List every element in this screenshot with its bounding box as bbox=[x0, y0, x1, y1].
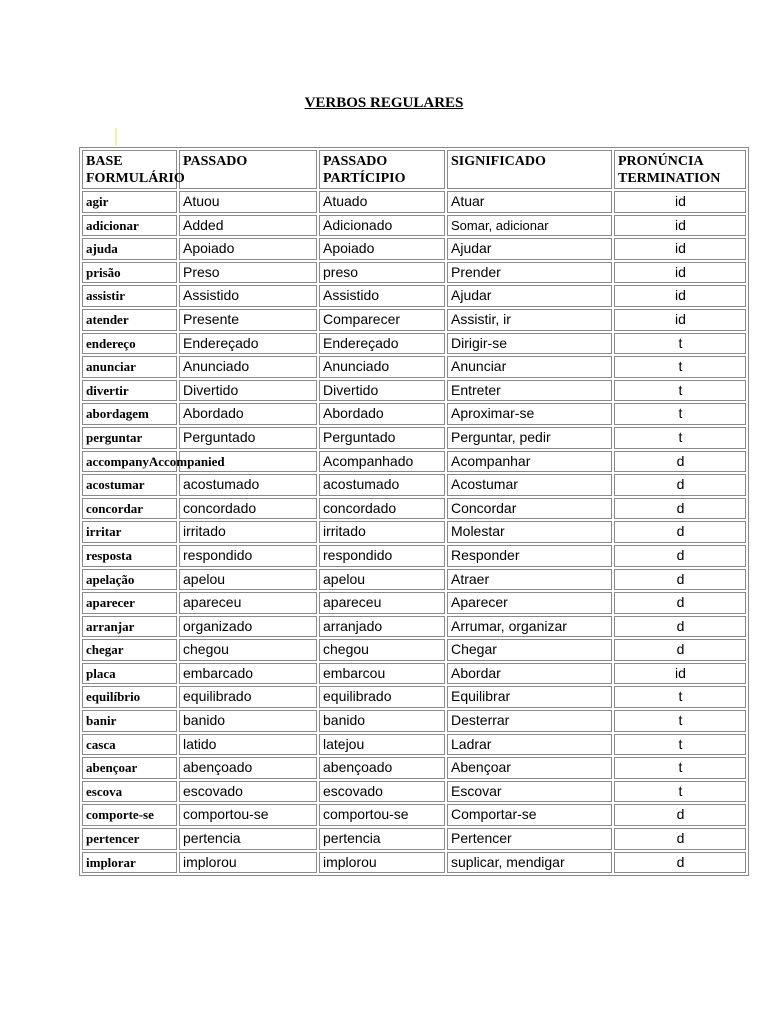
cell-significado: Ajudar bbox=[447, 285, 612, 307]
cell-significado: Escovar bbox=[447, 781, 612, 803]
table-row bbox=[82, 592, 746, 614]
cell-pronuncia: t bbox=[614, 333, 746, 355]
cell-base: equilíbrio bbox=[82, 686, 177, 708]
cell-participio: apareceu bbox=[319, 592, 445, 614]
cell-significado: Aparecer bbox=[447, 592, 612, 614]
cell-significado: Arrumar, organizar bbox=[447, 616, 612, 638]
header-passado: PASSADO bbox=[179, 150, 317, 189]
table-row bbox=[82, 498, 746, 520]
table-row bbox=[82, 734, 746, 756]
cell-significado: Abençoar bbox=[447, 757, 612, 779]
cell-passado: respondido bbox=[179, 545, 317, 567]
cell-base: agir bbox=[82, 191, 177, 213]
cell-pronuncia: id bbox=[614, 309, 746, 331]
table-row bbox=[82, 238, 746, 260]
table-row bbox=[82, 569, 746, 591]
cell-passado: banido bbox=[179, 710, 317, 732]
cell-passado: embarcado bbox=[179, 663, 317, 685]
header-participio: PASSADO PARTÍCIPIO bbox=[319, 150, 445, 189]
cell-participio: Abordado bbox=[319, 403, 445, 425]
cell-pronuncia: id bbox=[614, 191, 746, 213]
table-row bbox=[82, 285, 746, 307]
cell-passado: apelou bbox=[179, 569, 317, 591]
cell-significado: Entreter bbox=[447, 380, 612, 402]
cell-participio: Perguntado bbox=[319, 427, 445, 449]
cell-base: abordagem bbox=[82, 403, 177, 425]
cell-participio: Apoiado bbox=[319, 238, 445, 260]
cell-base: arranjar bbox=[82, 616, 177, 638]
cell-passado: apareceu bbox=[179, 592, 317, 614]
page-title: VERBOS REGULARES bbox=[304, 95, 464, 111]
cell-passado: Presente bbox=[179, 309, 317, 331]
cell-base: aparecer bbox=[82, 592, 177, 614]
cell-significado: Dirigir-se bbox=[447, 333, 612, 355]
cell-significado: Molestar bbox=[447, 521, 612, 543]
cell-participio: Anunciado bbox=[319, 356, 445, 378]
cell-participio: Adicionado bbox=[319, 215, 445, 237]
cell-passado: Added bbox=[179, 215, 317, 237]
cell-significado: Atuar bbox=[447, 191, 612, 213]
cell-base: divertir bbox=[82, 380, 177, 402]
table-row bbox=[82, 474, 746, 496]
table-row bbox=[82, 380, 746, 402]
cell-base: irritar bbox=[82, 521, 177, 543]
cell-pronuncia: t bbox=[614, 686, 746, 708]
cell-significado: Assistir, ir bbox=[447, 309, 612, 331]
cell-base: escova bbox=[82, 781, 177, 803]
cell-pronuncia: t bbox=[614, 710, 746, 732]
table-row bbox=[82, 356, 746, 378]
cell-significado: Concordar bbox=[447, 498, 612, 520]
cell-participio: arranjado bbox=[319, 616, 445, 638]
cell-significado: Desterrar bbox=[447, 710, 612, 732]
cell-pronuncia: d bbox=[614, 451, 746, 473]
cell-significado: Pertencer bbox=[447, 828, 612, 850]
cell-pronuncia: id bbox=[614, 215, 746, 237]
table-row bbox=[82, 663, 746, 685]
cell-base: placa bbox=[82, 663, 177, 685]
cell-significado: Acostumar bbox=[447, 474, 612, 496]
cell-base: prisão bbox=[82, 262, 177, 284]
cell-passado: abençoado bbox=[179, 757, 317, 779]
cell-passado: organizado bbox=[179, 616, 317, 638]
header-base: BASE FORMULÁRIO bbox=[82, 150, 177, 189]
table-row bbox=[82, 333, 746, 355]
cell-passado: Endereçado bbox=[179, 333, 317, 355]
cell-pronuncia: t bbox=[614, 734, 746, 756]
table-row bbox=[82, 427, 746, 449]
cell-pronuncia: d bbox=[614, 616, 746, 638]
cell-pronuncia: d bbox=[614, 828, 746, 850]
cell-significado: Aproximar-se bbox=[447, 403, 612, 425]
cell-participio: concordado bbox=[319, 498, 445, 520]
cell-passado: Abordado bbox=[179, 403, 317, 425]
table-row bbox=[82, 781, 746, 803]
table-row bbox=[82, 852, 746, 874]
cell-base: comporte-se bbox=[82, 804, 177, 826]
cell-passado: Apoiado bbox=[179, 238, 317, 260]
table-row bbox=[82, 521, 746, 543]
cell-passado: escovado bbox=[179, 781, 317, 803]
cell-participio: chegou bbox=[319, 639, 445, 661]
cell-passado: Atuou bbox=[179, 191, 317, 213]
cell-passado: Assistido bbox=[179, 285, 317, 307]
cell-pronuncia: d bbox=[614, 852, 746, 874]
cell-participio: embarcou bbox=[319, 663, 445, 685]
cell-significado: Acompanhar bbox=[447, 451, 612, 473]
cell-significado: Atraer bbox=[447, 569, 612, 591]
cell-base: assistir bbox=[82, 285, 177, 307]
cell-base: pertencer bbox=[82, 828, 177, 850]
table-row bbox=[82, 262, 746, 284]
cell-participio: pertencia bbox=[319, 828, 445, 850]
cell-significado: Prender bbox=[447, 262, 612, 284]
cell-pronuncia: id bbox=[614, 238, 746, 260]
table-row bbox=[82, 545, 746, 567]
cell-passado: Divertido bbox=[179, 380, 317, 402]
cell-pronuncia: t bbox=[614, 427, 746, 449]
header-significado: SIGNIFICADO bbox=[447, 150, 612, 189]
cell-base: atender bbox=[82, 309, 177, 331]
cell-participio: banido bbox=[319, 710, 445, 732]
cell-significado: Ladrar bbox=[447, 734, 612, 756]
cell-participio: respondido bbox=[319, 545, 445, 567]
cell-participio: comportou-se bbox=[319, 804, 445, 826]
cell-base: perguntar bbox=[82, 427, 177, 449]
cell-participio: equilibrado bbox=[319, 686, 445, 708]
cell-participio: apelou bbox=[319, 569, 445, 591]
cell-pronuncia: t bbox=[614, 781, 746, 803]
cell-participio: abençoado bbox=[319, 757, 445, 779]
cell-base: resposta bbox=[82, 545, 177, 567]
cell-base: concordar bbox=[82, 498, 177, 520]
cell-participio: Atuado bbox=[319, 191, 445, 213]
table-row bbox=[82, 309, 746, 331]
cell-significado: Somar, adicionar bbox=[447, 215, 612, 237]
cell-pronuncia: id bbox=[614, 663, 746, 685]
regular-verbs-table bbox=[79, 147, 749, 876]
cell-pronuncia: d bbox=[614, 804, 746, 826]
cell-pronuncia: t bbox=[614, 356, 746, 378]
cell-passado: latido bbox=[179, 734, 317, 756]
cell-passado: Preso bbox=[179, 262, 317, 284]
cell-participio: escovado bbox=[319, 781, 445, 803]
cell-pronuncia: d bbox=[614, 545, 746, 567]
cell-pronuncia: id bbox=[614, 262, 746, 284]
cell-pronuncia: d bbox=[614, 639, 746, 661]
cell-pronuncia: d bbox=[614, 474, 746, 496]
cell-participio: preso bbox=[319, 262, 445, 284]
cell-passado: Anunciado bbox=[179, 356, 317, 378]
cell-participio: irritado bbox=[319, 521, 445, 543]
table-row bbox=[82, 403, 746, 425]
cell-participio: latejou bbox=[319, 734, 445, 756]
cell-significado: Chegar bbox=[447, 639, 612, 661]
cell-passado: comportou-se bbox=[179, 804, 317, 826]
cell-significado: Comportar-se bbox=[447, 804, 612, 826]
cell-significado: Equilibrar bbox=[447, 686, 612, 708]
cell-passado: implorou bbox=[179, 852, 317, 874]
table-row bbox=[82, 828, 746, 850]
table-row bbox=[82, 757, 746, 779]
cell-pronuncia: t bbox=[614, 757, 746, 779]
cell-participio: Assistido bbox=[319, 285, 445, 307]
cell-participio: implorou bbox=[319, 852, 445, 874]
cell-pronuncia: d bbox=[614, 592, 746, 614]
cell-passado: acostumado bbox=[179, 474, 317, 496]
cell-pronuncia: t bbox=[614, 403, 746, 425]
table-row bbox=[82, 451, 746, 473]
cell-significado: Responder bbox=[447, 545, 612, 567]
cell-passado: irritado bbox=[179, 521, 317, 543]
cell-base: anunciar bbox=[82, 356, 177, 378]
cell-base: endereço bbox=[82, 333, 177, 355]
cell-significado: suplicar, mendigar bbox=[447, 852, 612, 874]
cell-participio: Acompanhado bbox=[319, 451, 445, 473]
cell-participio: Divertido bbox=[319, 380, 445, 402]
cell-base: apelação bbox=[82, 569, 177, 591]
cell-significado: Anunciar bbox=[447, 356, 612, 378]
cell-pronuncia: id bbox=[614, 285, 746, 307]
table-header-row bbox=[82, 150, 746, 189]
cell-significado: Ajudar bbox=[447, 238, 612, 260]
cell-significado: Abordar bbox=[447, 663, 612, 685]
table-row bbox=[82, 686, 746, 708]
cell-passado: pertencia bbox=[179, 828, 317, 850]
cell-base: abençoar bbox=[82, 757, 177, 779]
cell-base: implorar bbox=[82, 852, 177, 874]
cell-base: banir bbox=[82, 710, 177, 732]
cell-passado: concordado bbox=[179, 498, 317, 520]
cell-base: acostumar bbox=[82, 474, 177, 496]
text-cursor-marker bbox=[115, 128, 117, 146]
cell-base: ajuda bbox=[82, 238, 177, 260]
table-row bbox=[82, 804, 746, 826]
cell-pronuncia: d bbox=[614, 498, 746, 520]
table-body bbox=[82, 191, 746, 873]
cell-base: chegar bbox=[82, 639, 177, 661]
cell-participio: acostumado bbox=[319, 474, 445, 496]
cell-passado: chegou bbox=[179, 639, 317, 661]
cell-passado: Perguntado bbox=[179, 427, 317, 449]
table-row bbox=[82, 710, 746, 732]
cell-pronuncia: d bbox=[614, 569, 746, 591]
cell-significado: Perguntar, pedir bbox=[447, 427, 612, 449]
table-row bbox=[82, 616, 746, 638]
table-row bbox=[82, 215, 746, 237]
cell-base: adicionar bbox=[82, 215, 177, 237]
cell-base: accompanyAccompanied bbox=[82, 451, 177, 473]
cell-pronuncia: t bbox=[614, 380, 746, 402]
header-pronuncia: PRONÚNCIA TERMINATION bbox=[614, 150, 746, 189]
cell-passado: equilibrado bbox=[179, 686, 317, 708]
table-row bbox=[82, 191, 746, 213]
cell-participio: Endereçado bbox=[319, 333, 445, 355]
cell-pronuncia: d bbox=[614, 521, 746, 543]
cell-base: casca bbox=[82, 734, 177, 756]
table-row bbox=[82, 639, 746, 661]
cell-participio: Comparecer bbox=[319, 309, 445, 331]
